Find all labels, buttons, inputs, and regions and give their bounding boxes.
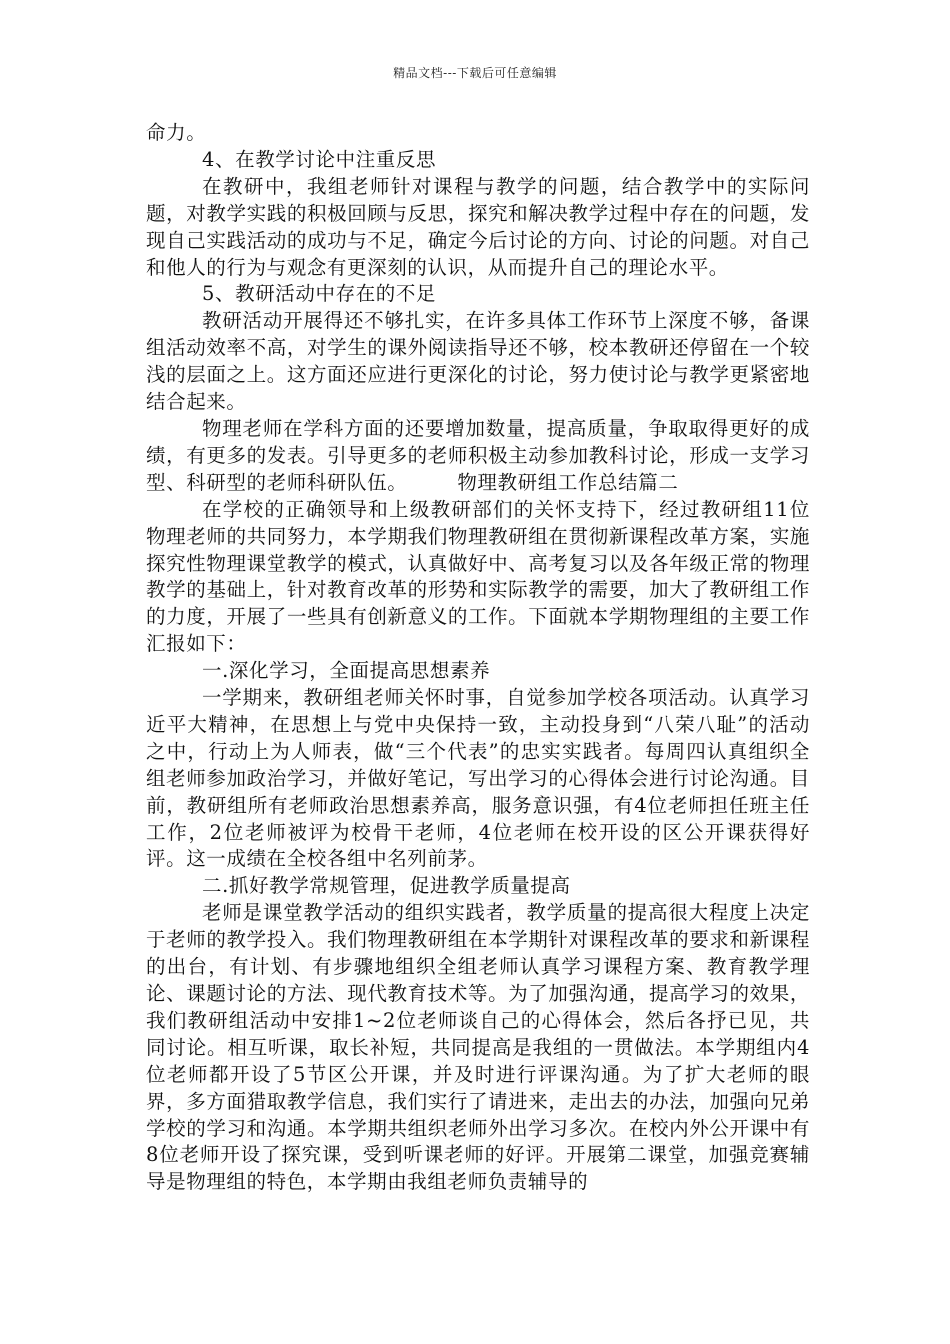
paragraph-shortcomings: 教研活动开展得还不够扎实，在许多具体工作环节上深度不够，备课组活动效率不高，对学生的课外阅读指导还不够，校本教研还停留在一个较浅的层面之上。这方面还应进行更深化的讨论，努力使讨论与教学更紧密地结合起来。 [146, 309, 810, 414]
paragraph-continuation: 命力。 [146, 121, 207, 144]
paragraph-goals-text: 物理老师在学科方面的还要增加数量，提高质量，争取取得更好的成绩，有更多的发表。引导更多的老师积极主动参加教科讨论，形成一支学习型、科研型的老师科研队伍。 [146, 416, 810, 494]
paragraph-teaching-management: 老师是课堂教学活动的组织实践者，教学质量的提高很大程度上决定于老师的教学投入。我们物理教研组在本学期针对课程改革的要求和新课程的出台，有计划、有步骤地组织全组老师认真学习课程方案、教育教学理论、课题讨论的方法、现代教育技术等。为了加强沟通，提高学习的效果，我们教研组活动中安排1~2位老师谈自己的心得体会，然后各抒已见，共同讨论。相互听课，取长补短，共同提高是我组的一贯做法。本学期组内4位老师都开设了5节区公开课，并及时进行评课沟通。为了扩大老师的眼界，多方面猎取教学信息，我们实行了请进来，走出去的办法，加强向兄弟学校的学习和沟通。本学期共组织老师外出学习多次。在校内外公开课中有8位老师开设了探究课，受到听课老师的好评。开展第二课堂，加强竞赛辅导是物理组的特色，本学期由我组老师负责辅导的 [146, 901, 810, 1194]
paragraph-goals [146, 416, 810, 497]
section-heading-4: 4、在教学讨论中注重反思 [202, 147, 437, 171]
paragraph-reflection: 在教研中，我组老师针对课程与教学的问题，结合教学中的实际问题，对教学实践的积极回顾与反思，探究和解决教学过程中存在的问题，发现自己实践活动的成功与不足，确定今后讨论的方向、讨论的问题。对自己和他人的行为与观念有更深刻的认识，从而提升自己的理论水平。 [146, 174, 810, 279]
document-title-part-two: 物理教研组工作总结篇二 [457, 470, 679, 494]
section-heading-1: 一.深化学习，全面提高思想素养 [202, 659, 491, 683]
section-heading-2: 二.抓好教学常规管理，促进教学质量提高 [202, 874, 571, 898]
page-header: 精品文档---下载后可任意编辑 [393, 66, 557, 80]
document-body [146, 120, 810, 1196]
section-heading-5: 5、教研活动中存在的不足 [202, 282, 437, 306]
paragraph-introduction: 在学校的正确领导和上级教研部们的关怀支持下，经过教研组11位物理老师的共同努力，本学期我们物理教研组在贯彻新课程改革方案，实施探究性物理课堂教学的模式，认真做好中、高考复习以及各年级正常的物理教学的基础上，针对教育改革的形势和实际教学的需要，加大了教研组工作的力度，开展了一些具有创新意义的工作。下面就本学期物理组的主要工作汇报如下： [146, 497, 810, 656]
paragraph-study: 一学期来，教研组老师关怀时事，自觉参加学校各项活动。认真学习近平大精神，在思想上与党中央保持一致，主动投身到“八荣八耻”的活动之中，行动上为人师表，做“三个代表”的忠实实践者。每周四认真组织全组老师参加政治学习，并做好笔记，写出学习的心得体会进行讨论沟通。目前，教研组所有老师政治思想素养高，服务意识强，有4位老师担任班主任工作，2位老师被评为校骨干老师，4位老师在校开设的区公开课获得好评。这一成绩在全校各组中名列前茅。 [146, 686, 810, 871]
